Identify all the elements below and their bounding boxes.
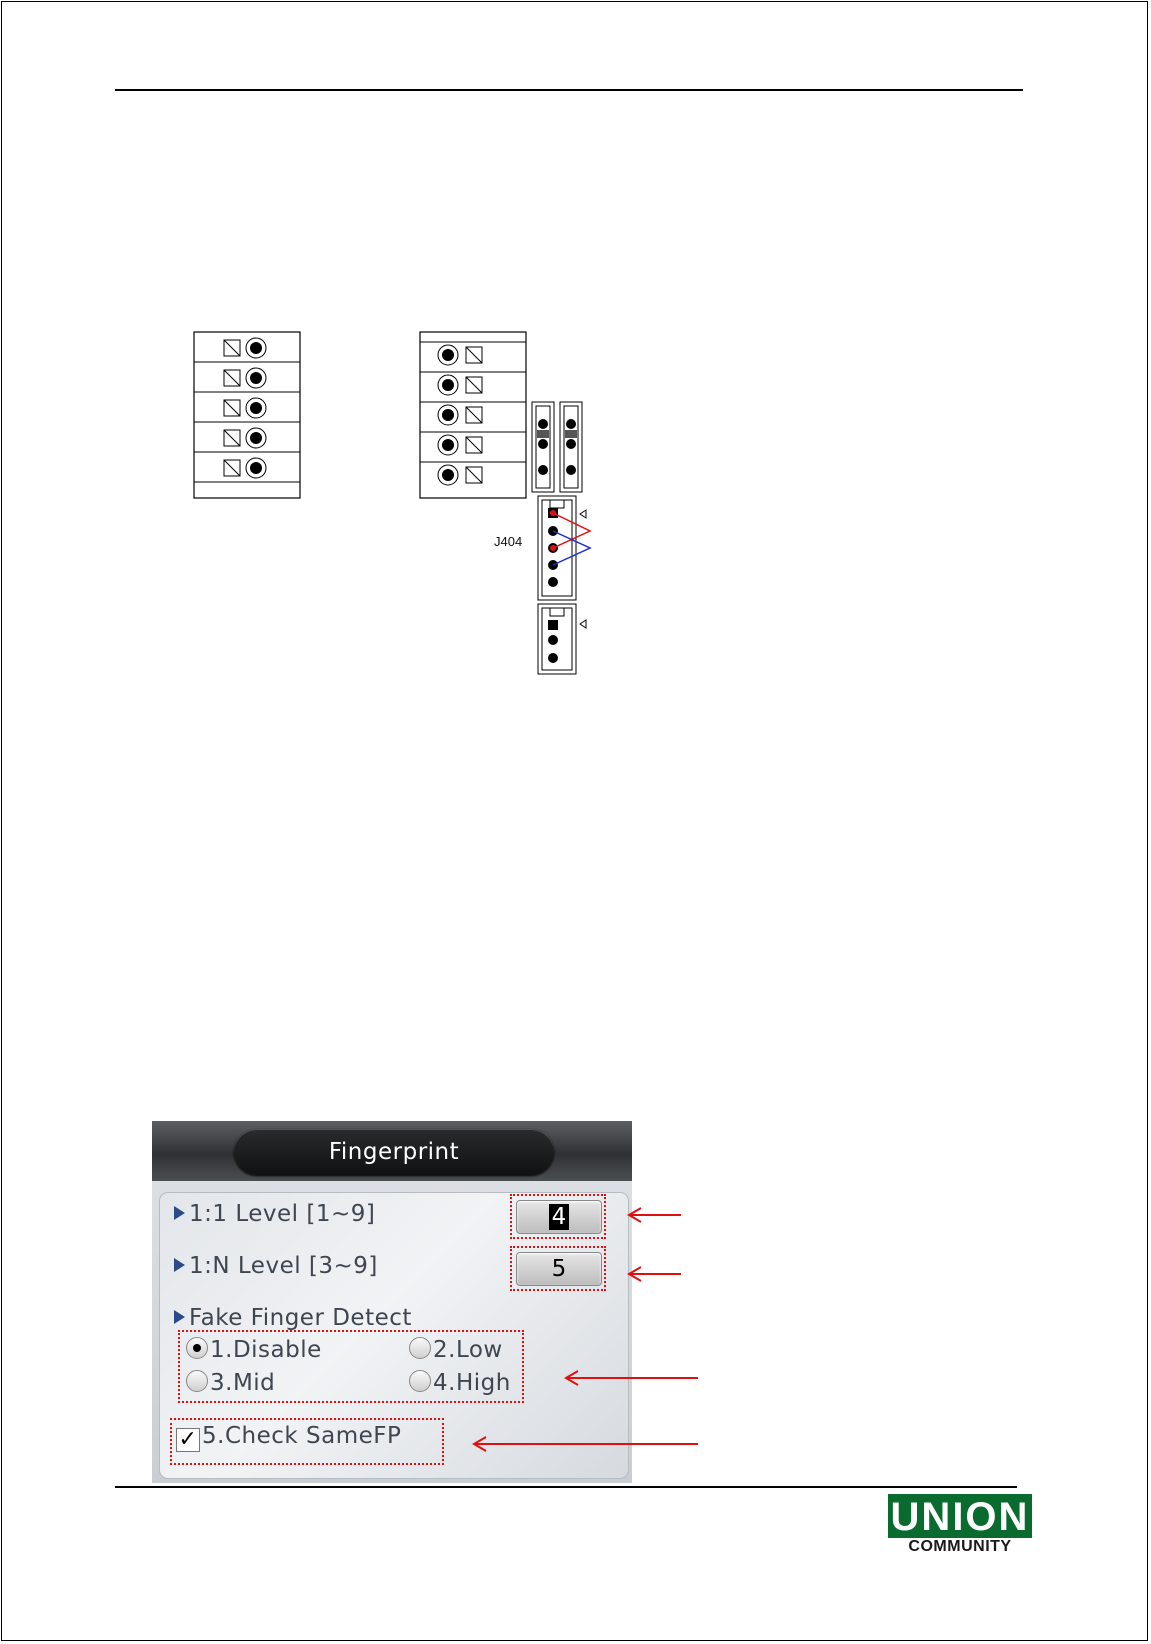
option-high-label: 4.High bbox=[433, 1370, 511, 1396]
triangle-bullet-icon bbox=[174, 1206, 185, 1220]
union-logo-mark bbox=[888, 1494, 1032, 1538]
jumper-right bbox=[560, 402, 582, 492]
option-disable-label: 1.Disable bbox=[210, 1337, 322, 1363]
terminal-hole-dot bbox=[250, 372, 262, 384]
level-1-1-label: 1:1 Level [1~9] bbox=[189, 1201, 376, 1227]
triangle-bullet-icon bbox=[174, 1310, 185, 1324]
option-mid-label: 3.Mid bbox=[210, 1370, 276, 1396]
level-1-1-highlight bbox=[510, 1194, 606, 1239]
fingerprint-settings-screen bbox=[152, 1121, 632, 1483]
fake-finger-label: Fake Finger Detect bbox=[189, 1305, 412, 1331]
level-1-n-label: 1:N Level [3~9] bbox=[189, 1253, 378, 1279]
terminal-hole-dot bbox=[442, 349, 454, 361]
screen-title: Fingerprint bbox=[234, 1129, 554, 1175]
arrow-left-icon bbox=[625, 1205, 685, 1225]
level-1-1-row bbox=[174, 1201, 375, 1227]
terminal-hole-dot bbox=[442, 469, 454, 481]
checkmark-icon: ✓ bbox=[176, 1428, 200, 1452]
terminal-hole-dot bbox=[250, 342, 262, 354]
level-1-n-value: 5 bbox=[551, 1256, 567, 1282]
j404-connector bbox=[538, 496, 590, 600]
terminal-hole-dot bbox=[442, 439, 454, 451]
header-rule bbox=[115, 89, 1023, 91]
connector-label: J404 bbox=[494, 534, 523, 549]
triangle-bullet-icon bbox=[174, 1258, 185, 1272]
arrow-left-icon bbox=[562, 1368, 702, 1388]
lower-connector bbox=[538, 604, 586, 674]
check-same-fp-highlight bbox=[170, 1418, 444, 1465]
terminal-hole-dot bbox=[442, 409, 454, 421]
terminal-hole-dot bbox=[250, 462, 262, 474]
pcb-diagram-svg bbox=[190, 328, 600, 678]
option-low-label: 2.Low bbox=[433, 1337, 503, 1363]
terminal-hole-dot bbox=[442, 379, 454, 391]
jumper-left bbox=[532, 402, 554, 492]
pcb-diagram bbox=[190, 328, 600, 678]
screen-header bbox=[152, 1121, 632, 1181]
union-community-logo bbox=[888, 1494, 1032, 1562]
level-1-1-value: 4 bbox=[549, 1204, 570, 1230]
fake-finger-highlight bbox=[178, 1330, 524, 1403]
terminal-hole-dot bbox=[250, 432, 262, 444]
terminal-hole-dot bbox=[250, 402, 262, 414]
arrow-left-icon bbox=[625, 1264, 685, 1284]
level-1-n-row bbox=[174, 1253, 378, 1279]
footer-rule bbox=[115, 1486, 1017, 1488]
logo-line1: UNION bbox=[890, 1495, 1030, 1538]
fake-finger-row bbox=[174, 1305, 412, 1331]
logo-line2: COMMUNITY bbox=[908, 1538, 1012, 1555]
level-1-n-highlight bbox=[510, 1246, 606, 1291]
check-same-fp-label: 5.Check SameFP bbox=[202, 1423, 402, 1449]
arrow-left-icon bbox=[470, 1434, 702, 1454]
